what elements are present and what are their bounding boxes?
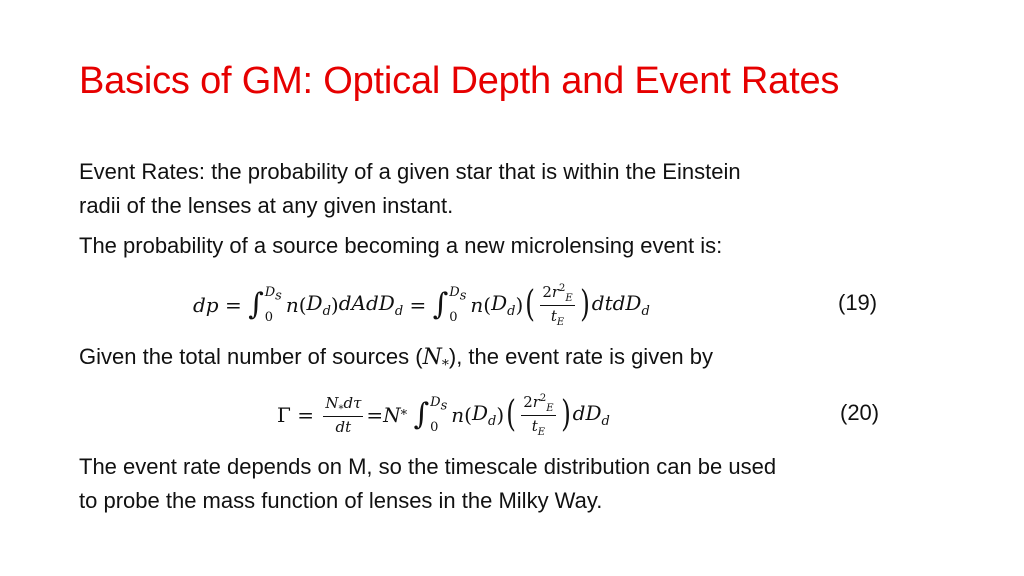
paragraph-line: The event rate depends on M, so the timescale distribution can be used xyxy=(79,454,777,479)
paragraph-line: to probe the mass function of lenses in the Milky Way. xyxy=(79,488,603,513)
equation-19-number: (19) xyxy=(838,290,878,315)
paragraph-line: radii of the lenses at any given instant. xyxy=(79,193,454,218)
paragraph-text: ), the event rate is given by xyxy=(448,344,714,369)
equation-20-number: (20) xyxy=(840,400,880,425)
slide-title: Basics of GM: Optical Depth and Event Rates xyxy=(79,60,840,102)
paragraph-probability: The probability of a source becoming a new microlensing event is: xyxy=(79,233,723,258)
paragraph-line: Event Rates: the probability of a given star that is within the Einstein xyxy=(79,159,741,184)
equation-19: dp = ∫ $D_s$ 0 n ( $D_d$ ) dAdD$_d$ = ∫ $D_s$ 0 n ( $D_d$ ) ( $\frac{2r^2_E}{t_E}$ ) dtdD$_d$ xyxy=(193,282,650,328)
equation-20: Γ = $\frac{N_*d\tau}{dt}$ = N * ∫ $D_s$ 0 n ( $D_d$ ) ( $\frac{2r^2_E}{t_E}$ ) $dD_d$ xyxy=(277,392,610,438)
paragraph-timescale xyxy=(79,450,776,518)
n-star-symbol: N xyxy=(422,345,442,370)
paragraph-event-rates xyxy=(79,155,741,223)
paragraph-text: Given the total number of sources ( xyxy=(79,344,423,369)
paragraph-total-sources xyxy=(79,340,713,382)
n-star-subscript: * xyxy=(441,357,449,374)
